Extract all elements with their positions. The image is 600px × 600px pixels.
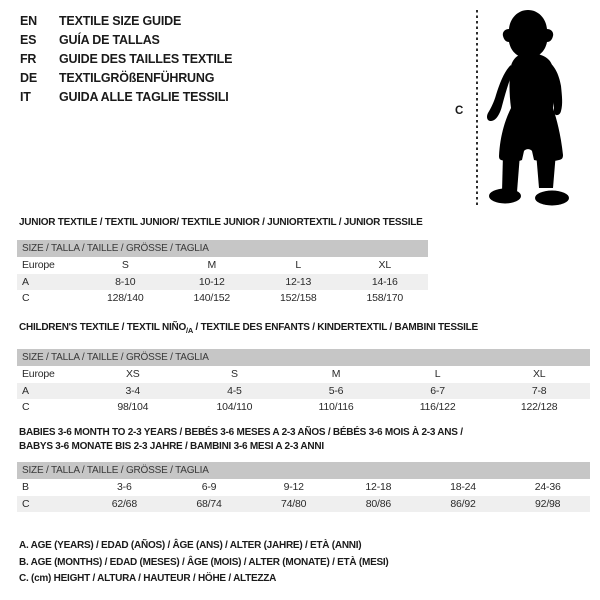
size-cell: 14-16 bbox=[371, 275, 398, 288]
size-cell: 158/170 bbox=[366, 292, 404, 304]
table-row bbox=[17, 257, 428, 274]
table-title-segment: /A bbox=[185, 326, 193, 335]
language-list bbox=[20, 12, 232, 107]
size-cell: 8-10 bbox=[115, 275, 136, 288]
size-cell: M bbox=[331, 368, 341, 380]
size-cell: M bbox=[207, 259, 217, 271]
size-cell: 80/86 bbox=[365, 497, 391, 510]
size-cell: 6-7 bbox=[430, 384, 445, 397]
size-cell: S bbox=[230, 368, 238, 380]
size-grid bbox=[17, 366, 590, 416]
language-item bbox=[20, 50, 232, 69]
table-title-segment: CHILDREN'S TEXTILE / TEXTIL NIÑO bbox=[19, 322, 186, 333]
size-grid bbox=[17, 257, 428, 307]
size-cell: 74/80 bbox=[281, 497, 307, 510]
size-cell: 5-6 bbox=[328, 384, 344, 397]
row-label: A bbox=[22, 384, 29, 397]
language-title: TEXTILGRÖßENFÜHRUNG bbox=[59, 71, 215, 85]
table-row bbox=[17, 366, 590, 383]
language-title: GUIDA ALLE TAGLIE TESSILI bbox=[59, 90, 229, 104]
row-label: C bbox=[22, 497, 30, 510]
size-header-bar: SIZE / TALLA / TAILLE / GRÖSSE / TAGLIA bbox=[17, 240, 428, 257]
size-cell: 3-4 bbox=[125, 384, 141, 397]
table-title-segment: JUNIOR TEXTILE / TEXTIL JUNIOR/ TEXTILE JUNIOR / JUNIORTEXTIL / JUNIOR TESSILE bbox=[19, 217, 423, 228]
size-cell: 68/74 bbox=[196, 497, 222, 510]
row-label: Europe bbox=[22, 259, 55, 271]
legend-note: A. AGE (YEARS) / EDAD (AÑOS) / ÂGE (ANS) / ALTER (JAHRE) / ETÀ (ANNI) bbox=[19, 540, 362, 551]
row-label: C bbox=[22, 292, 30, 304]
size-header-bar: SIZE / TALLA / TAILLE / GRÖSSE / TAGLIA bbox=[17, 462, 590, 479]
size-cell: 18-24 bbox=[450, 481, 476, 493]
language-title: GUÍA DE TALLAS bbox=[59, 33, 160, 47]
baby-figure bbox=[450, 6, 600, 212]
language-item bbox=[20, 31, 232, 50]
size-cell: 140/152 bbox=[193, 292, 231, 304]
table-title-segment: BABYS 3-6 MONATE BIS 2-3 JAHRE / BAMBINI 3-6 MESI A 2-3 ANNI bbox=[19, 441, 324, 452]
legend-notes bbox=[19, 538, 389, 588]
row-label: C bbox=[22, 401, 30, 413]
language-code: IT bbox=[20, 90, 31, 104]
language-code: FR bbox=[20, 52, 37, 66]
height-measure-label: C bbox=[455, 105, 464, 117]
language-code: EN bbox=[20, 14, 37, 28]
legend-note: B. AGE (MONTHS) / EDAD (MESES) / ÂGE (MOIS) / ALTER (MONATE) / ETÀ (MESI) bbox=[19, 556, 389, 568]
size-cell: 9-12 bbox=[283, 481, 304, 493]
size-cell: 122/128 bbox=[520, 401, 558, 413]
table-row bbox=[17, 383, 590, 400]
table-title bbox=[19, 217, 428, 229]
language-title: TEXTILE SIZE GUIDE bbox=[59, 14, 182, 28]
legend-note: C. (cm) HEIGHT / ALTURA / HAUTEUR / HÖHE / ALTEZZA bbox=[19, 573, 277, 584]
size-cell: 12-13 bbox=[285, 275, 312, 288]
size-cell: 92/98 bbox=[535, 497, 561, 510]
size-cell: L bbox=[434, 368, 441, 380]
size-cell: 116/122 bbox=[419, 401, 456, 413]
table-row bbox=[17, 479, 590, 496]
table-title bbox=[19, 426, 590, 454]
size-cell: 104/110 bbox=[216, 401, 253, 413]
size-header-bar: SIZE / TALLA / TAILLE / GRÖSSE / TAGLIA bbox=[17, 349, 590, 366]
size-cell: 12-18 bbox=[365, 481, 392, 493]
row-label: A bbox=[22, 275, 29, 288]
row-label: Europe bbox=[22, 368, 55, 380]
size-cell: 62/68 bbox=[111, 497, 137, 510]
language-title: GUIDE DES TAILLES TEXTILE bbox=[59, 52, 233, 66]
language-item bbox=[20, 88, 232, 107]
size-cell: 110/116 bbox=[318, 401, 354, 413]
size-table-babies bbox=[17, 426, 590, 512]
size-cell: S bbox=[121, 259, 129, 271]
table-row bbox=[17, 496, 590, 513]
table-title-segment: BABIES 3-6 MONTH TO 2-3 YEARS / BEBÉS 3-6 MESES A 2-3 AÑOS / BÉBÉS 3-6 MOIS À 2-3 ANS / bbox=[19, 427, 463, 438]
size-cell: 10-12 bbox=[198, 275, 225, 288]
size-cell: 98/104 bbox=[117, 401, 149, 413]
size-cell: 6-9 bbox=[201, 481, 217, 493]
size-cell: 128/140 bbox=[106, 292, 144, 304]
size-table-junior bbox=[17, 217, 428, 307]
size-cell: XS bbox=[125, 368, 140, 380]
size-cell: 3-6 bbox=[117, 481, 132, 493]
table-title-segment: / TEXTILE DES ENFANTS / KINDERTEXTIL / BAMBINI TESSILE bbox=[192, 322, 478, 333]
table-row bbox=[17, 399, 590, 416]
size-cell: 7-8 bbox=[531, 384, 547, 397]
language-code: ES bbox=[20, 33, 37, 47]
size-table-children bbox=[17, 322, 590, 416]
table-title bbox=[19, 322, 590, 337]
table-row bbox=[17, 290, 428, 307]
table-row bbox=[17, 274, 428, 291]
size-grid bbox=[17, 479, 590, 512]
size-cell: L bbox=[295, 259, 302, 271]
size-cell: XL bbox=[532, 368, 546, 380]
row-label: B bbox=[22, 481, 29, 493]
size-cell: 4-5 bbox=[227, 384, 242, 397]
height-measure-dotted-line bbox=[476, 10, 478, 208]
size-cell: XL bbox=[378, 259, 391, 271]
baby-silhouette-icon bbox=[486, 8, 596, 206]
size-cell: 152/158 bbox=[279, 292, 317, 304]
language-item bbox=[20, 12, 232, 31]
size-cell: 86/92 bbox=[450, 497, 476, 510]
language-item bbox=[20, 69, 232, 88]
language-code: DE bbox=[20, 71, 37, 85]
size-cell: 24-36 bbox=[534, 481, 561, 493]
